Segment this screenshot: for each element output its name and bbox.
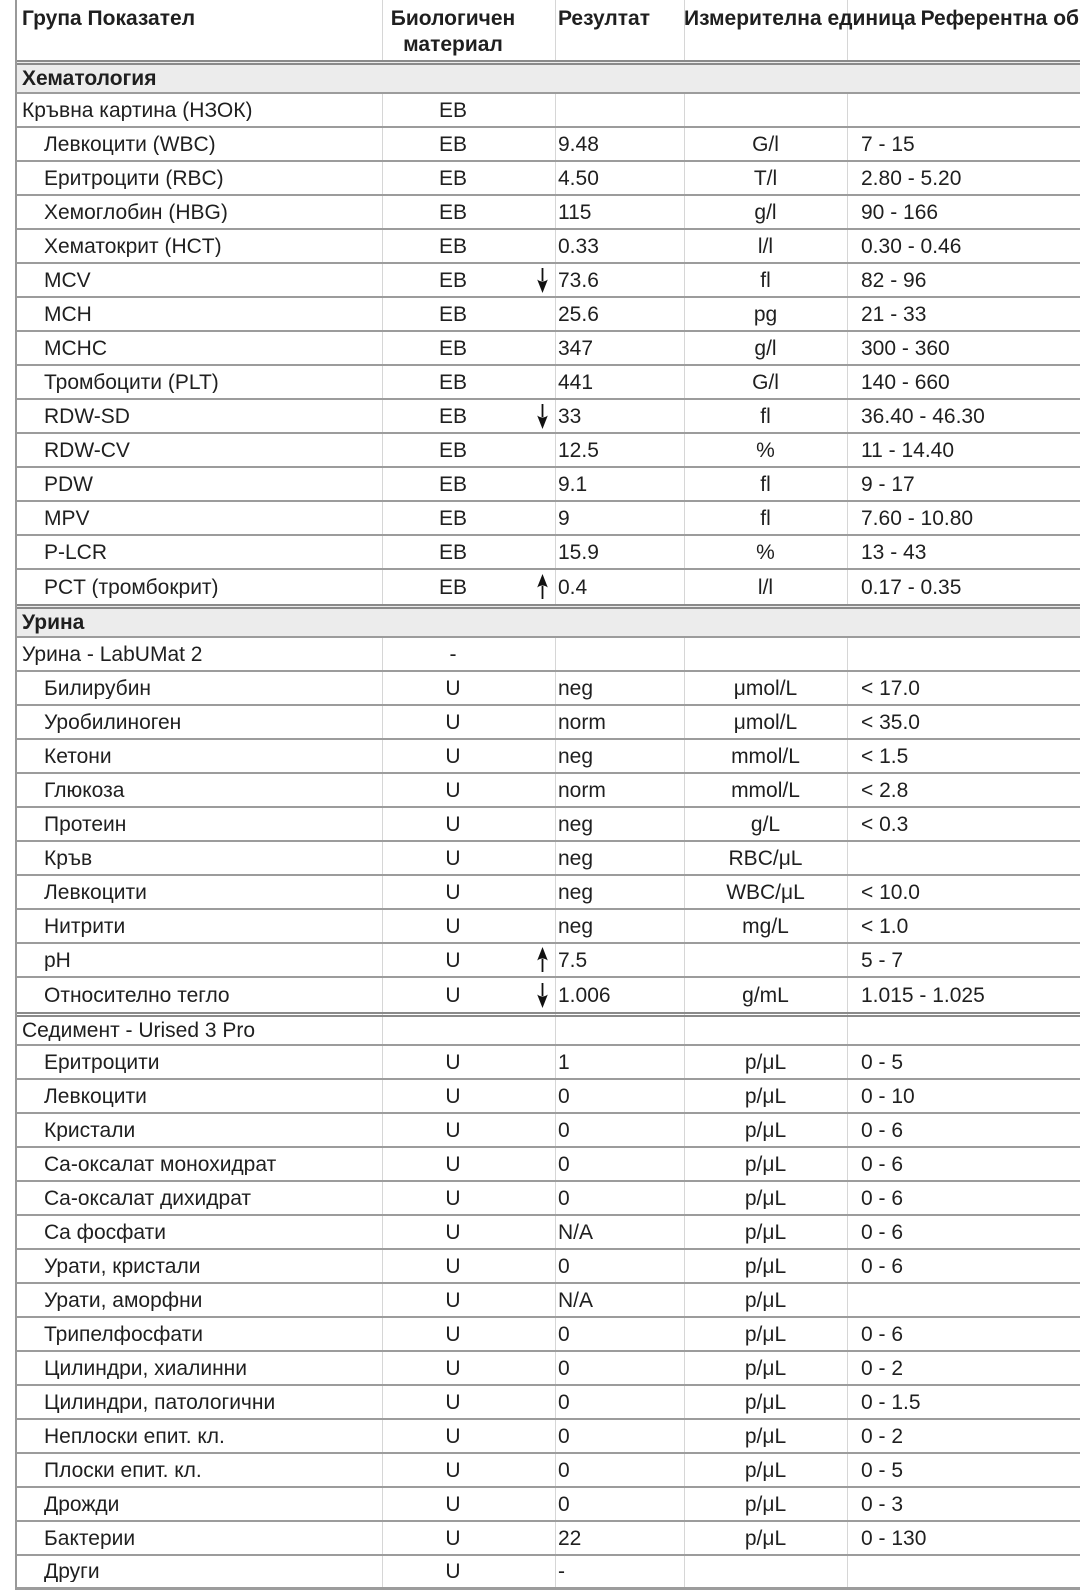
unit-cell: p/μL [744, 1254, 787, 1278]
result-cell: 25.6 [558, 302, 599, 326]
unit-cell: G/l [752, 132, 779, 156]
result-cell: 441 [558, 370, 594, 394]
item-row [17, 978, 1080, 1012]
material-cell: EB [438, 302, 467, 326]
item-row [17, 162, 1080, 196]
material-cell: U [445, 744, 461, 768]
reference-cell: 9 - 17 [861, 473, 915, 495]
arrow-up-icon [524, 947, 552, 973]
material-cell: U [445, 778, 461, 802]
reference-cell: 1.015 - 1.025 [861, 984, 985, 1006]
reference-cell: 0 - 6 [861, 1153, 904, 1175]
indicator-cell: Хематокрит (HCT) [44, 235, 222, 257]
material-cell: U [445, 1050, 461, 1074]
indicator-cell: Урати, аморфни [44, 1289, 203, 1311]
material-cell: EB [438, 438, 467, 462]
material-cell: U [445, 1458, 461, 1482]
material-cell: EB [438, 506, 467, 530]
material-cell: EB [438, 370, 467, 394]
group-row [17, 638, 1080, 672]
material-cell: EB [438, 268, 467, 292]
reference-cell: 0 - 1.5 [861, 1391, 921, 1413]
material-cell: U [445, 1118, 461, 1142]
reference-cell: 0 - 10 [861, 1085, 915, 1107]
material-cell: EB [438, 200, 467, 224]
reference-cell: 7 - 15 [861, 133, 915, 155]
unit-cell: p/μL [744, 1458, 787, 1482]
material-cell: U [445, 914, 461, 938]
result-cell: 9.48 [558, 132, 599, 156]
material-cell: U [445, 846, 461, 870]
item-row [17, 128, 1080, 162]
arrow-up-icon [524, 574, 552, 600]
item-row [17, 1114, 1080, 1148]
result-cell: 33 [558, 404, 582, 428]
material-cell: EB [438, 234, 467, 258]
result-cell: neg [558, 812, 594, 836]
section-row [17, 604, 1080, 638]
arrow-down-icon [524, 982, 552, 1008]
unit-cell: fl [760, 472, 771, 496]
table-body [17, 60, 1080, 1590]
material-cell: U [445, 676, 461, 700]
result-cell: 0 [558, 1084, 570, 1108]
result-cell: norm [558, 710, 606, 734]
column-header-indicator: Група Показател [22, 7, 196, 30]
indicator-cell: MCH [44, 303, 92, 325]
result-cell: 1 [558, 1050, 570, 1074]
unit-cell: p/μL [744, 1050, 787, 1074]
reference-cell: 5 - 7 [861, 949, 904, 971]
item-row [17, 706, 1080, 740]
result-cell: 0 [558, 1186, 570, 1210]
result-cell: 9 [558, 506, 570, 530]
result-cell: 7.5 [558, 948, 588, 972]
material-cell: U [445, 1424, 461, 1448]
indicator-cell: Протеин [44, 813, 127, 835]
item-row [17, 298, 1080, 332]
reference-cell: 11 - 14.40 [861, 439, 955, 461]
material-cell: U [445, 1084, 461, 1108]
reference-cell: 0 - 6 [861, 1187, 904, 1209]
result-cell: - [558, 1560, 565, 1583]
unit-cell: p/μL [744, 1424, 787, 1448]
material-cell: U [445, 1560, 461, 1583]
item-row [17, 944, 1080, 978]
item-row [17, 1352, 1080, 1386]
item-row [17, 1420, 1080, 1454]
unit-cell: g/l [754, 336, 777, 360]
group-row [17, 94, 1080, 128]
item-row [17, 230, 1080, 264]
material-cell: U [445, 1220, 461, 1244]
indicator-cell: Ca-оксалат дихидрат [44, 1187, 252, 1209]
item-row [17, 400, 1080, 434]
indicator-cell: Ca-оксалат монохидрат [44, 1153, 277, 1175]
result-cell: 347 [558, 336, 594, 360]
material-cell: U [445, 1288, 461, 1312]
reference-cell: < 35.0 [861, 711, 920, 733]
unit-cell: mg/L [742, 914, 789, 938]
reference-cell: 0 - 5 [861, 1459, 904, 1481]
item-row [17, 468, 1080, 502]
result-cell: 0 [558, 1390, 570, 1414]
reference-cell: 0 - 6 [861, 1255, 904, 1277]
result-cell: neg [558, 846, 594, 870]
material-cell: U [445, 1356, 461, 1380]
unit-cell: p/μL [744, 1492, 787, 1516]
reference-cell: 0 - 6 [861, 1119, 904, 1141]
material-cell: EB [438, 166, 467, 190]
item-row [17, 1454, 1080, 1488]
unit-cell: WBC/μL [726, 880, 805, 904]
reference-cell: 0.30 - 0.46 [861, 235, 962, 257]
indicator-cell: Цилиндри, хиалинни [44, 1357, 247, 1379]
indicator-cell: Бактерии [44, 1527, 136, 1549]
column-header-result: Резултат [557, 7, 651, 30]
indicator-cell: Цилиндри, патологични [44, 1391, 276, 1413]
result-cell: 0 [558, 1152, 570, 1176]
unit-cell: p/μL [744, 1118, 787, 1142]
indicator-cell: Ca фосфати [44, 1221, 166, 1243]
unit-cell: p/μL [744, 1526, 787, 1550]
unit-cell: pg [753, 302, 778, 326]
item-row [17, 1488, 1080, 1522]
indicator-cell: Нитрити [44, 915, 126, 937]
indicator-cell: Левкоцити (WBC) [44, 133, 216, 155]
reference-cell: 36.40 - 46.30 [861, 405, 985, 427]
unit-cell: fl [760, 404, 771, 428]
unit-cell: p/μL [744, 1152, 787, 1176]
result-cell: 0 [558, 1254, 570, 1278]
reference-cell: < 2.8 [861, 779, 909, 801]
item-row [17, 672, 1080, 706]
reference-cell: 140 - 660 [861, 371, 950, 393]
unit-cell: p/μL [744, 1220, 787, 1244]
material-cell: U [445, 1390, 461, 1414]
lab-results-table [15, 0, 1080, 1590]
material-cell: EB [438, 132, 467, 156]
indicator-cell: Еритроцити [44, 1051, 160, 1073]
item-row [17, 1216, 1080, 1250]
column-header-reference: Референтна об [920, 7, 1079, 30]
indicator-cell: Тромбоцити (PLT) [44, 371, 219, 393]
material-cell: EB [438, 98, 467, 122]
indicator-cell: RDW-SD [44, 405, 130, 427]
unit-cell: l/l [757, 234, 774, 258]
result-cell: neg [558, 880, 594, 904]
result-cell: 15.9 [558, 540, 599, 564]
material-cell: U [445, 1526, 461, 1550]
item-row [17, 808, 1080, 842]
reference-cell: < 17.0 [861, 677, 920, 699]
section-row [17, 60, 1080, 94]
material-cell: EB [438, 575, 467, 599]
reference-cell: 300 - 360 [861, 337, 950, 359]
item-row [17, 502, 1080, 536]
item-row [17, 536, 1080, 570]
unit-cell: % [756, 540, 775, 564]
item-row [17, 1522, 1080, 1556]
item-row [17, 332, 1080, 366]
item-row [17, 1080, 1080, 1114]
item-row [17, 196, 1080, 230]
indicator-cell: Уробилиноген [44, 711, 182, 733]
indicator-cell: Кръвна картина (НЗОК) [22, 99, 253, 121]
indicator-cell: MPV [44, 507, 90, 529]
item-row [17, 1284, 1080, 1318]
item-row [17, 1386, 1080, 1420]
indicator-cell: Кристали [44, 1119, 136, 1141]
unit-cell: p/μL [744, 1288, 787, 1312]
indicator-cell: Левкоцити [44, 881, 147, 903]
reference-cell: 2.80 - 5.20 [861, 167, 962, 189]
material-cell: U [445, 880, 461, 904]
reference-cell: 7.60 - 10.80 [861, 507, 974, 529]
item-row [17, 1046, 1080, 1080]
unit-cell: p/μL [744, 1186, 787, 1210]
reference-cell: 0 - 6 [861, 1323, 904, 1345]
unit-cell: g/mL [742, 983, 789, 1007]
result-cell: neg [558, 914, 594, 938]
material-cell: U [445, 812, 461, 836]
item-row [17, 264, 1080, 298]
section-title: Хематология [22, 67, 157, 90]
item-row [17, 774, 1080, 808]
material-cell: U [445, 1254, 461, 1278]
unit-cell: mmol/L [731, 744, 800, 768]
result-cell: 0 [558, 1458, 570, 1482]
material-cell: U [445, 1322, 461, 1346]
indicator-cell: Неплоски епит. кл. [44, 1425, 225, 1447]
indicator-cell: Кръв [44, 847, 93, 869]
indicator-cell: PCT (тромбокрит) [44, 576, 219, 598]
indicator-cell: Други [44, 1561, 100, 1582]
result-cell: 115 [558, 200, 592, 224]
material-cell: - [449, 642, 457, 666]
result-cell: 0 [558, 1492, 570, 1516]
item-row [17, 876, 1080, 910]
result-cell: 73.6 [558, 268, 599, 292]
result-cell: 4.50 [558, 166, 599, 190]
reference-cell: 0.17 - 0.35 [861, 576, 962, 598]
unit-cell: l/l [757, 575, 774, 599]
unit-cell: μmol/L [733, 710, 798, 734]
item-row [17, 1148, 1080, 1182]
result-cell: 22 [558, 1526, 582, 1550]
reference-cell: 0 - 2 [861, 1425, 904, 1447]
column-header-unit: Измерителна единица [684, 7, 916, 30]
reference-cell: 0 - 6 [861, 1221, 904, 1243]
column-header-material: Биологичен материал [390, 7, 516, 57]
material-cell: EB [438, 472, 467, 496]
indicator-cell: P-LCR [44, 541, 108, 563]
indicator-cell: Урина - LabUMat 2 [22, 643, 203, 665]
indicator-cell: pH [44, 949, 71, 971]
result-cell: N/A [558, 1288, 594, 1312]
unit-cell: μmol/L [733, 676, 798, 700]
item-row [17, 1318, 1080, 1352]
material-cell: U [445, 983, 461, 1007]
result-cell: N/A [558, 1220, 594, 1244]
item-row [17, 1250, 1080, 1284]
indicator-cell: Относително тегло [44, 984, 230, 1006]
reference-cell: 0 - 2 [861, 1357, 904, 1379]
unit-cell: p/μL [744, 1322, 787, 1346]
result-cell: norm [558, 778, 606, 802]
result-cell: 12.5 [558, 438, 599, 462]
reference-cell: 21 - 33 [861, 303, 927, 325]
indicator-cell: RDW-CV [44, 439, 130, 461]
indicator-cell: Кетони [44, 745, 112, 767]
reference-cell: 90 - 166 [861, 201, 939, 223]
indicator-cell: MCHC [44, 337, 107, 359]
item-row [17, 570, 1080, 604]
group-row [17, 1012, 1080, 1046]
indicator-cell: Урати, кристали [44, 1255, 201, 1277]
reference-cell: < 1.0 [861, 915, 909, 937]
unit-cell: G/l [752, 370, 779, 394]
item-row [17, 1556, 1080, 1590]
item-row [17, 842, 1080, 876]
item-row [17, 434, 1080, 468]
section-title: Урина [22, 611, 85, 634]
reference-cell: 0 - 3 [861, 1493, 904, 1515]
result-cell: 0.33 [558, 234, 599, 258]
reference-cell: 0 - 5 [861, 1051, 904, 1073]
unit-cell: RBC/μL [728, 846, 803, 870]
unit-cell: % [756, 438, 775, 462]
indicator-cell: Глюкоза [44, 779, 125, 801]
indicator-cell: Левкоцити [44, 1085, 147, 1107]
indicator-cell: MCV [44, 269, 91, 291]
unit-cell: g/l [754, 200, 777, 224]
material-cell: EB [438, 540, 467, 564]
unit-cell: g/L [750, 812, 781, 836]
unit-cell: p/μL [744, 1084, 787, 1108]
indicator-cell: Еритроцити (RBC) [44, 167, 224, 189]
result-cell: 0 [558, 1424, 570, 1448]
result-cell: 1.006 [558, 983, 611, 1007]
material-cell: U [445, 1492, 461, 1516]
reference-cell: < 10.0 [861, 881, 920, 903]
unit-cell: fl [760, 268, 771, 292]
reference-cell: < 1.5 [861, 745, 909, 767]
indicator-cell: Хемоглобин (HBG) [44, 201, 228, 223]
reference-cell: 13 - 43 [861, 541, 927, 563]
material-cell: EB [438, 336, 467, 360]
reference-cell: 0 - 130 [861, 1527, 927, 1549]
material-cell: U [445, 1186, 461, 1210]
material-cell: U [445, 710, 461, 734]
material-cell: U [445, 948, 461, 972]
result-cell: 0 [558, 1356, 570, 1380]
reference-cell: < 0.3 [861, 813, 909, 835]
result-cell: 0 [558, 1322, 570, 1346]
indicator-cell: Дрожди [44, 1493, 120, 1515]
unit-cell: p/μL [744, 1390, 787, 1414]
indicator-cell: PDW [44, 473, 93, 495]
result-cell: 0 [558, 1118, 570, 1142]
material-cell: U [445, 1152, 461, 1176]
unit-cell: T/l [753, 166, 778, 190]
item-row [17, 740, 1080, 774]
result-cell: 0.4 [558, 575, 588, 599]
unit-cell: p/μL [744, 1356, 787, 1380]
result-cell: 9.1 [558, 472, 588, 496]
unit-cell: mmol/L [731, 778, 800, 802]
unit-cell: fl [760, 506, 771, 530]
material-cell: EB [438, 404, 467, 428]
indicator-cell: Седимент - Urised 3 Pro [22, 1020, 256, 1041]
indicator-cell: Плоски епит. кл. [44, 1459, 202, 1481]
item-row [17, 910, 1080, 944]
indicator-cell: Трипелфосфати [44, 1323, 203, 1345]
arrow-down-icon [524, 267, 552, 293]
item-row [17, 1182, 1080, 1216]
item-row [17, 366, 1080, 400]
arrow-down-icon [524, 403, 552, 429]
reference-cell: 82 - 96 [861, 269, 927, 291]
result-cell: neg [558, 744, 594, 768]
table-header [17, 0, 1080, 60]
result-cell: neg [558, 676, 594, 700]
indicator-cell: Билирубин [44, 677, 152, 699]
